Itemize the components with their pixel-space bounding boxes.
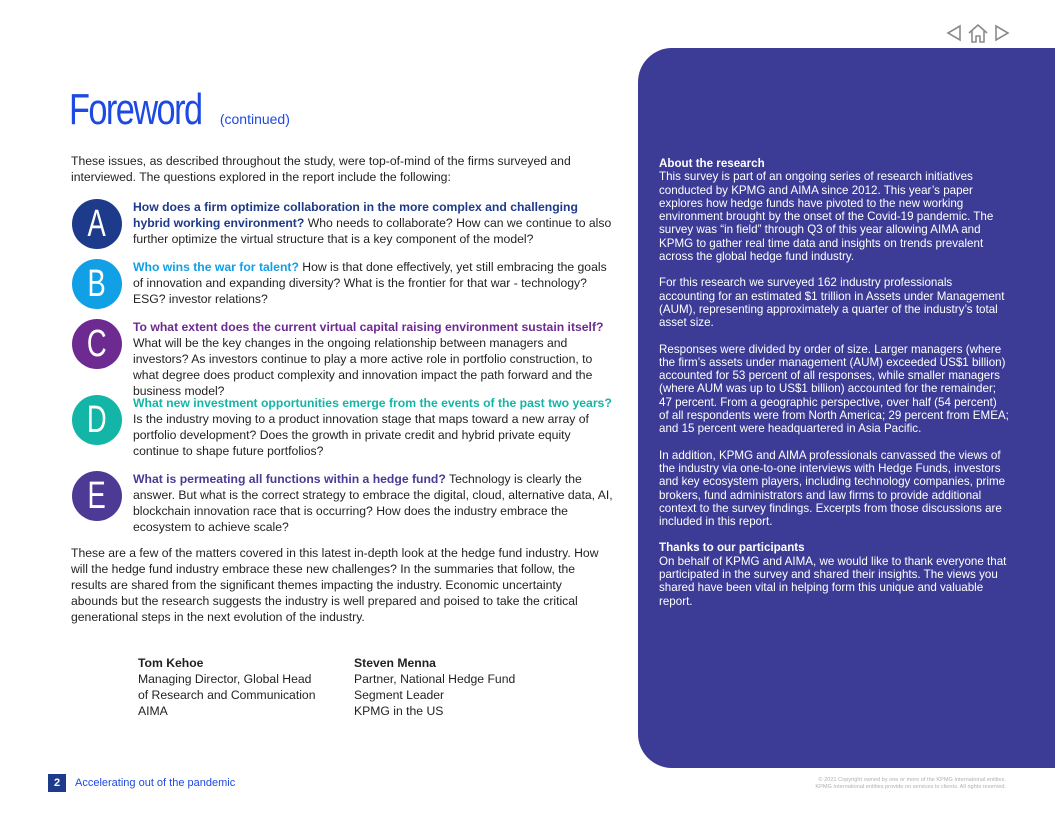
signature-title-line: Segment Leader <box>354 688 445 702</box>
about-paragraph-3: Responses were divided by order of size. Larger managers (where the firm’s assets under management (AUM) exceeded US$1 billion) accounted for 53 percent of all responses, while smaller managers (where AUM was up to US$1 billion) accounted for the remainder; 47 percent. From a geographic perspective, over half (54 percent) of all respondents were from North America; 29 percent from EMEA; and 15 percent were headquartered in Asia Pacific. <box>659 342 1009 436</box>
question-a-body: Who needs to collaborate? How can we continue to also further optimize the virtual structure that is a key component of the model? <box>133 216 612 246</box>
signature-title-line: Partner, National Hedge Fund <box>354 672 516 686</box>
about-heading: About the research <box>659 157 765 170</box>
signature-organization: AIMA <box>138 704 168 718</box>
copyright-line: © 2021 Copyright owned by one or more of the KPMG International entities. <box>818 777 1006 783</box>
question-b-text <box>133 259 613 307</box>
page-title <box>69 85 290 134</box>
about-research-panel <box>638 48 1055 768</box>
about-paragraph-2: For this research we surveyed 162 industry professionals accounting for an estimated $1 trillion in Assets under Management (AUM), representing approximately a quarter of the industry’s total asset size. <box>659 276 1005 330</box>
letter-badge-c: C <box>72 319 122 369</box>
letter-badge-a: A <box>72 199 122 249</box>
letter-badge-d: D <box>72 395 122 445</box>
question-b-body: How is that done effectively, yet still embracing the goals of innovation and expanding diversity? What is the frontier for that war - technology? ESG? investor relations? <box>133 260 607 306</box>
next-page-icon[interactable] <box>992 23 1012 48</box>
question-c-heading: To what extent does the current virtual capital raising environment sustain itself? <box>133 320 604 334</box>
signature-organization: KPMG in the US <box>354 704 444 718</box>
question-d-text <box>133 395 613 459</box>
question-a-text <box>133 199 613 247</box>
signature-tom-kehoe <box>138 655 316 719</box>
home-icon[interactable] <box>966 22 990 49</box>
signature-name: Steven Menna <box>354 656 436 670</box>
previous-page-icon[interactable] <box>944 23 964 48</box>
thanks-heading: Thanks to our participants <box>659 541 805 555</box>
signature-name: Tom Kehoe <box>138 656 204 670</box>
letter-badge-b: B <box>72 259 122 309</box>
signature-steven-menna <box>354 655 515 719</box>
letter-badge-e: E <box>72 471 122 521</box>
question-e-body: Technology is clearly the answer. But what is the correct strategy to embrace the digital, cloud, alternative data, AI, blockchain innovation race that is occurring? How does the industry embrace the ecosystem to achieve scale? <box>133 472 613 534</box>
question-b-heading: Who wins the war for talent? <box>133 260 299 274</box>
signature-title-line: of Research and Communication <box>138 688 316 702</box>
question-d-heading: What new investment opportunities emerge from the events of the past two years? <box>133 396 612 410</box>
about-paragraph-1: This survey is part of an ongoing series of research initiatives conducted by KPMG and AIMA since 2012. This year’s paper explores how hedge funds have pivoted to the new working environment brought by the onset of the Covid-19 pandemic. The survey was “in field” through Q3 of this year allowing AIMA and KPMG to gather real time data and insights on trends prevalent across the global hedge fund industry. <box>659 170 994 264</box>
question-e-heading: What is permeating all functions within a hedge fund? <box>133 472 446 486</box>
about-research-content <box>659 157 1009 621</box>
copyright-line: KPMG International entities provide no services to clients. All rights reserved. <box>815 784 1006 790</box>
question-d-body: Is the industry moving to a product innovation stage that maps toward a new array of portfolio development? Does the growth in private credit and hybrid private equity continue to shape future portfolios? <box>133 412 589 458</box>
copyright-notice <box>815 777 1006 791</box>
signature-title-line: Managing Director, Global Head <box>138 672 312 686</box>
footer-doc-title[interactable]: Accelerating out of the pandemic <box>75 777 236 789</box>
footer <box>48 774 235 792</box>
question-c-text <box>133 319 613 399</box>
question-c-body: What will be the key changes in the ongoing relationship between managers and investors? As investors continue to play a more active role in portfolio construction, to what degree does product complexity and innovation impact the path forward and the business model? <box>133 336 593 398</box>
question-e-text <box>133 471 613 535</box>
intro-paragraph: These issues, as described throughout the study, were top-of-mind of the firms surveyed and interviewed. The questions explored in the report include the following: <box>71 154 571 184</box>
closing-paragraph: These are a few of the matters covered in this latest in-depth look at the hedge fund industry. How will the hedge fund industry embrace these new challenges? In the summaries that follow, the results are shared from the significant themes impacting the industry. Economic uncertainty abounds but the research suggests the industry is well prepared and poised to take the critical generational steps in the next evolution of the industry. <box>71 546 599 624</box>
title-main: Foreword <box>69 85 202 134</box>
page-number: 2 <box>48 774 66 792</box>
thanks-paragraph: On behalf of KPMG and AIMA, we would like to thank everyone that participated in the survey and shared their insights. The views you shared have been vital in helping form this unique and valuable report. <box>659 554 1007 608</box>
about-paragraph-4: In addition, KPMG and AIMA professionals canvassed the views of the industry via one-to-one interviews with Hedge Funds, investors and key ecosystem players, including technology companies, prime brokers, fund administrators and law firms to provide additional context to the survey findings. Excerpts from those discussions are included in this report. <box>659 448 1006 529</box>
title-continued: (continued) <box>219 111 290 127</box>
question-a-heading: How does a firm optimize collaboration in the more complex and challenging hybrid working environment? <box>133 200 578 230</box>
page-navigation <box>944 22 1012 49</box>
